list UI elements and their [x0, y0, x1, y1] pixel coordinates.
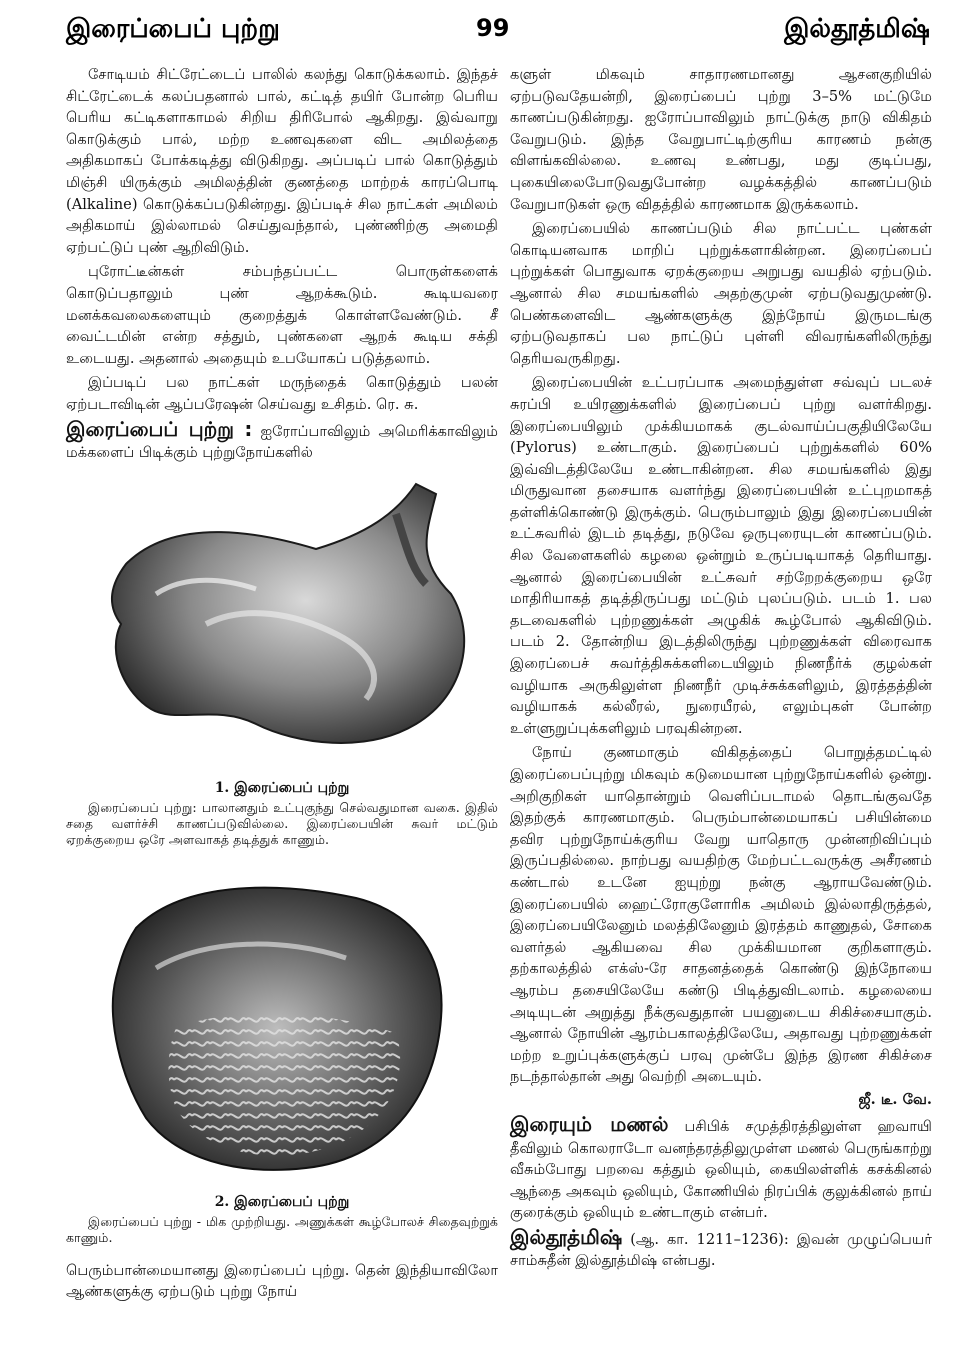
entry-title: இரைப்பைப் புற்று : [66, 416, 253, 441]
paragraph: இரைப்பையின் உட்பரப்பாக அமைந்துள்ள சவ்வுப் படலச் சுரப்பி உயிரணுக்களில் இரைப்பைப் புற்று வளர்கிறது. இரைப்பையிலும் முக்கியமாகக் குடல்வாய்ப்பகுதியிலேயே (Pylorus) உண்டாகும். இரைப்பைப் புற்றுக்களில் 60% இவ்விடத்திலேயே உண்டாகின்றன. சில சமயங்களில் இது மிருதுவான தசையாக வளர்ந்து இரைப்பையின் உட்புறமாகத் தள்ளிக்கொண்டு இருக்கும். பெரும்பாலும் இது இரைப்பையின் உட்சுவரில் இடம் தடித்து, நடுவே ஒருபுரையுடன் காணப்படும். சில வேளைகளில் கழலை ஒன்றும் உருப்படியாகத் தெரியாது. ஆனால் இரைப்பையின் உட்சுவர் சற்றேறக்குறைய ஒரே மாதிரியாகத் தடித்திருப்பது மட்டும் புலப்படும். படம் 1. பல தடவைகளில் புற்றணுக்கள் அழுகிக் கூழ்போல் ஆகிவிடும். படம் 2. தோன்றிய இடத்திலிருந்து புற்றணுக்கள் விரைவாக இரைப்பைச் சுவர்த்திசுக்களிடையிலும் நிணநீர்க் குழல்கள் வழியாக அருகிலுள்ள நிணநீர் முடிச்சுக்களிலும், இரத்தத்தின் வழியாகக் கல்லீரல், நுரையீரல், எலும்புகள் போன்ற உள்ளுறுப்புக்களிலும் பரவுகின்றன. [510, 374, 932, 737]
paragraph: நோய் குணமாகும் விகிதத்தைப் பொறுத்தமட்டில் இரைப்பைப்புற்று மிகவும் கடுமையான புற்றுநோய்களில் ஒன்று. அறிகுறிகள் யாதொன்றும் வெளிப்படாமல் தொடங்குவதே இதற்குக் காரணமாகும். பெரும்பான்மையாகப் பசியின்மை தவிர புற்றுநோய்க்குரிய வேறு யாதொரு முன்னறிவிப்பும் இருப்பதில்லை. நாற்பது வயதிற்கு மேற்பட்டவருக்கு அசீரணம் கண்டால் உடனே ஐயுற்று நன்கு ஆராயவேண்டும். இரைப்பையில் ஹைட்ரோகுளோரிக அமிலம் இல்லாதிருத்தல், இரைப்பையிலேனும் மலத்திலேனும் இரத்தம் காணுதல், சோகை வளர்தல் ஆகியவை சில முக்கியமான குறிகளாகும். தற்காலத்தில் எக்ஸ்-ரே சாதனத்தைக் கொண்டு இந்நோயை ஆரம்ப தசையிலேயே கண்டு பிடித்துவிடலாம். கழலையை அடியுடன் அறுத்து நீக்குவதுதான் பயனுடைய சிகிச்சையாகும். ஆனால் நோயின் ஆரம்பகாலத்திலேயே, அதாவது புற்றணுக்கள் மற்ற உறுப்புக்களுக்குப் பரவு முன்பே இந்த இரண சிகிச்சை நடந்தால்தான் அது வெற்றி அடையும். [510, 744, 932, 1086]
entry-stomach-cancer [66, 416, 498, 464]
paragraph: பெரும்பான்மையானது இரைப்பைப் புற்று. தென் இந்தியாவிலோ ஆண்களுக்கு ஏற்படும் புற்று நோய் [66, 1261, 498, 1301]
author-initials: ஜீ. டீ. வே. [858, 1090, 932, 1108]
stomach-specimen-1-illustration [66, 474, 498, 774]
figure-2-caption: இரைப்பைப் புற்று - மிக முற்றியது. அணுக்கள் கூழ்போலச் சிதைவுற்றுக் காணும். [66, 1213, 498, 1245]
figure-1-caption: இரைப்பைப் புற்று: பாலானதும் உட்புகுந்து செல்வதுமான வகை. இதில் சதை வளர்ச்சி காணப்படுவில்லை. இரைப்பையின் சுவர் மட்டும் ஏறக்குறைய ஒரே அளவாகத் தடித்துக் காணும். [66, 799, 498, 847]
figure-2-title: 2. இரைப்பைப் புற்று [214, 1193, 350, 1210]
figure-2-image [66, 858, 498, 1188]
entry-iltutmish [510, 1224, 932, 1272]
figure-1 [66, 474, 498, 848]
entry-text: ஐரோப்பாவிலும் அமெரிக்காவிலும் மக்களைப் பிடிக்கும் புற்றுநோய்களில் [66, 422, 498, 462]
paragraph: களுள் மிகவும் சாதாரணமானது ஆசனகுறியில் ஏற்படுவதேயன்றி, இரைப்பைப் புற்று 3–5% மட்டுமே காணப்படுகின்றது. ஐரோப்பாவிலும் நாட்டுக்கு நாடு விகிதம் வேறுபடும். இந்த வேறுபாட்டிற்குரிய காரணம் நன்கு விளங்கவில்லை. உணவு உண்பது, மது குடிப்பது, புகையிலைபோடுவதுபோன்ற வழக்கத்தில் காணப்படும் வேறுபாடுகள் ஒரு விதத்தில் காரணமாக இருக்கலாம். [510, 66, 932, 213]
paragraph: இரைப்பையில் காணப்படும் சில நாட்பட்ட புண்கள் கொடியனவாக மாறிப் புற்றுக்களாகின்றன. இரைப்பைப் புற்றுக்கள் பொதுவாக ஏறக்குறைய அறுபது வயதில் ஏற்படும். ஆனால் சில சமயங்களில் அதற்குமுன் ஏற்படுவதுமுண்டு. பெண்களைவிட ஆண்களுக்கு இந்நோய் இருமடங்கு ஏற்படுவதாகப் பல நாட்டுப் புள்ளி விவரங்களிலிருந்து தெரியவருகிறது. [510, 220, 932, 367]
header-left-title: இரைப்பைப் புற்று [66, 14, 280, 44]
entry-text: பசிபிக் சமுத்திரத்திலுள்ள ஹவாயி தீவிலும் கொலராடோ வனந்தரத்திலுமுள்ள மணல் பெருங்காற்று வீசும்போது பறவை கத்தும் ஒலியும், கையிலள்ளிக் கசக்கினல் ஆந்தை அகவும் ஒலியும், கோணியில் நிரப்பிக் குலுக்கினல் நாய் குரைக்கும் ஒலியும் உண்டாகும் என்பர். [510, 1117, 932, 1222]
header-right-title: இல்தூத்மிஷ் [784, 14, 930, 44]
left-column [66, 64, 498, 1354]
figure-2 [66, 858, 498, 1246]
right-column [510, 64, 932, 1354]
figure-1-title: 1. இரைப்பைப் புற்று [214, 779, 350, 796]
running-header [66, 14, 930, 54]
stomach-specimen-2-illustration [66, 858, 498, 1188]
entry-title: இல்தூத்மிஷ் [510, 1224, 623, 1249]
page-number: 99 [476, 14, 510, 42]
paragraph: இப்படிப் பல நாட்கள் மருந்தைக் கொடுத்தும் பலன் ஏற்படாவிடின் ஆப்பரேஷன் செய்வது உசிதம். ரெ. சு. [66, 374, 498, 413]
entry-singing-sand [510, 1111, 932, 1224]
entry-title: இரையும் மணல் [510, 1111, 669, 1136]
entry-text: (ஆ. கா. 1211–1236): இவன் முழுப்பெயர் சாம்சுதீன் இல்தூத்மிஷ் என்பது. [510, 1230, 932, 1270]
paragraph: சோடியம் சிட்ரேட்டைப் பாலில் கலந்து கொடுக்கலாம். இந்தச் சிட்ரேட்டைக் கலப்பதனால் பால், கட்டித் தயிர் போன்ற பெரிய பெரிய கட்டிகளாகாமல் சிறிய திரிபோல் ஆகிறது. இவ்வாறு கொடுக்கும் பால், மற்ற உணவுகளை விட அமிலத்தை அதிகமாகப் போக்கடித்து விடுகிறது. அப்படிப் பால் கொடுத்தும் மிஞ்சி யிருக்கும் அமிலத்தின் குணத்தை மாற்றக் காரப்பொடி (Alkaline) கொடுக்கப்படுகின்றது. இப்படிச் சில நாட்கள் அமிலம் அதிகமாய் இல்லாமல் செய்துவந்தால், புண்ணிற்கு அமைதி ஏற்பட்டுப் புண் ஆறிவிடும். [66, 66, 498, 256]
paragraph: புரோட்டீன்கள் சம்பந்தப்பட்ட பொருள்களைக் கொடுப்பதாலும் புண் ஆறக்கூடும். கூடியவரை மனக்கவலைகளையும் குறைத்துக் கொள்ளவேண்டும். சீ வைட்டமின் என்ற சத்தும், புண்களை ஆறக் கூடிய சக்தி உடையது. அதனால் அதையும் உபயோகப் படுத்தலாம். [66, 263, 498, 367]
figure-1-image [66, 474, 498, 774]
